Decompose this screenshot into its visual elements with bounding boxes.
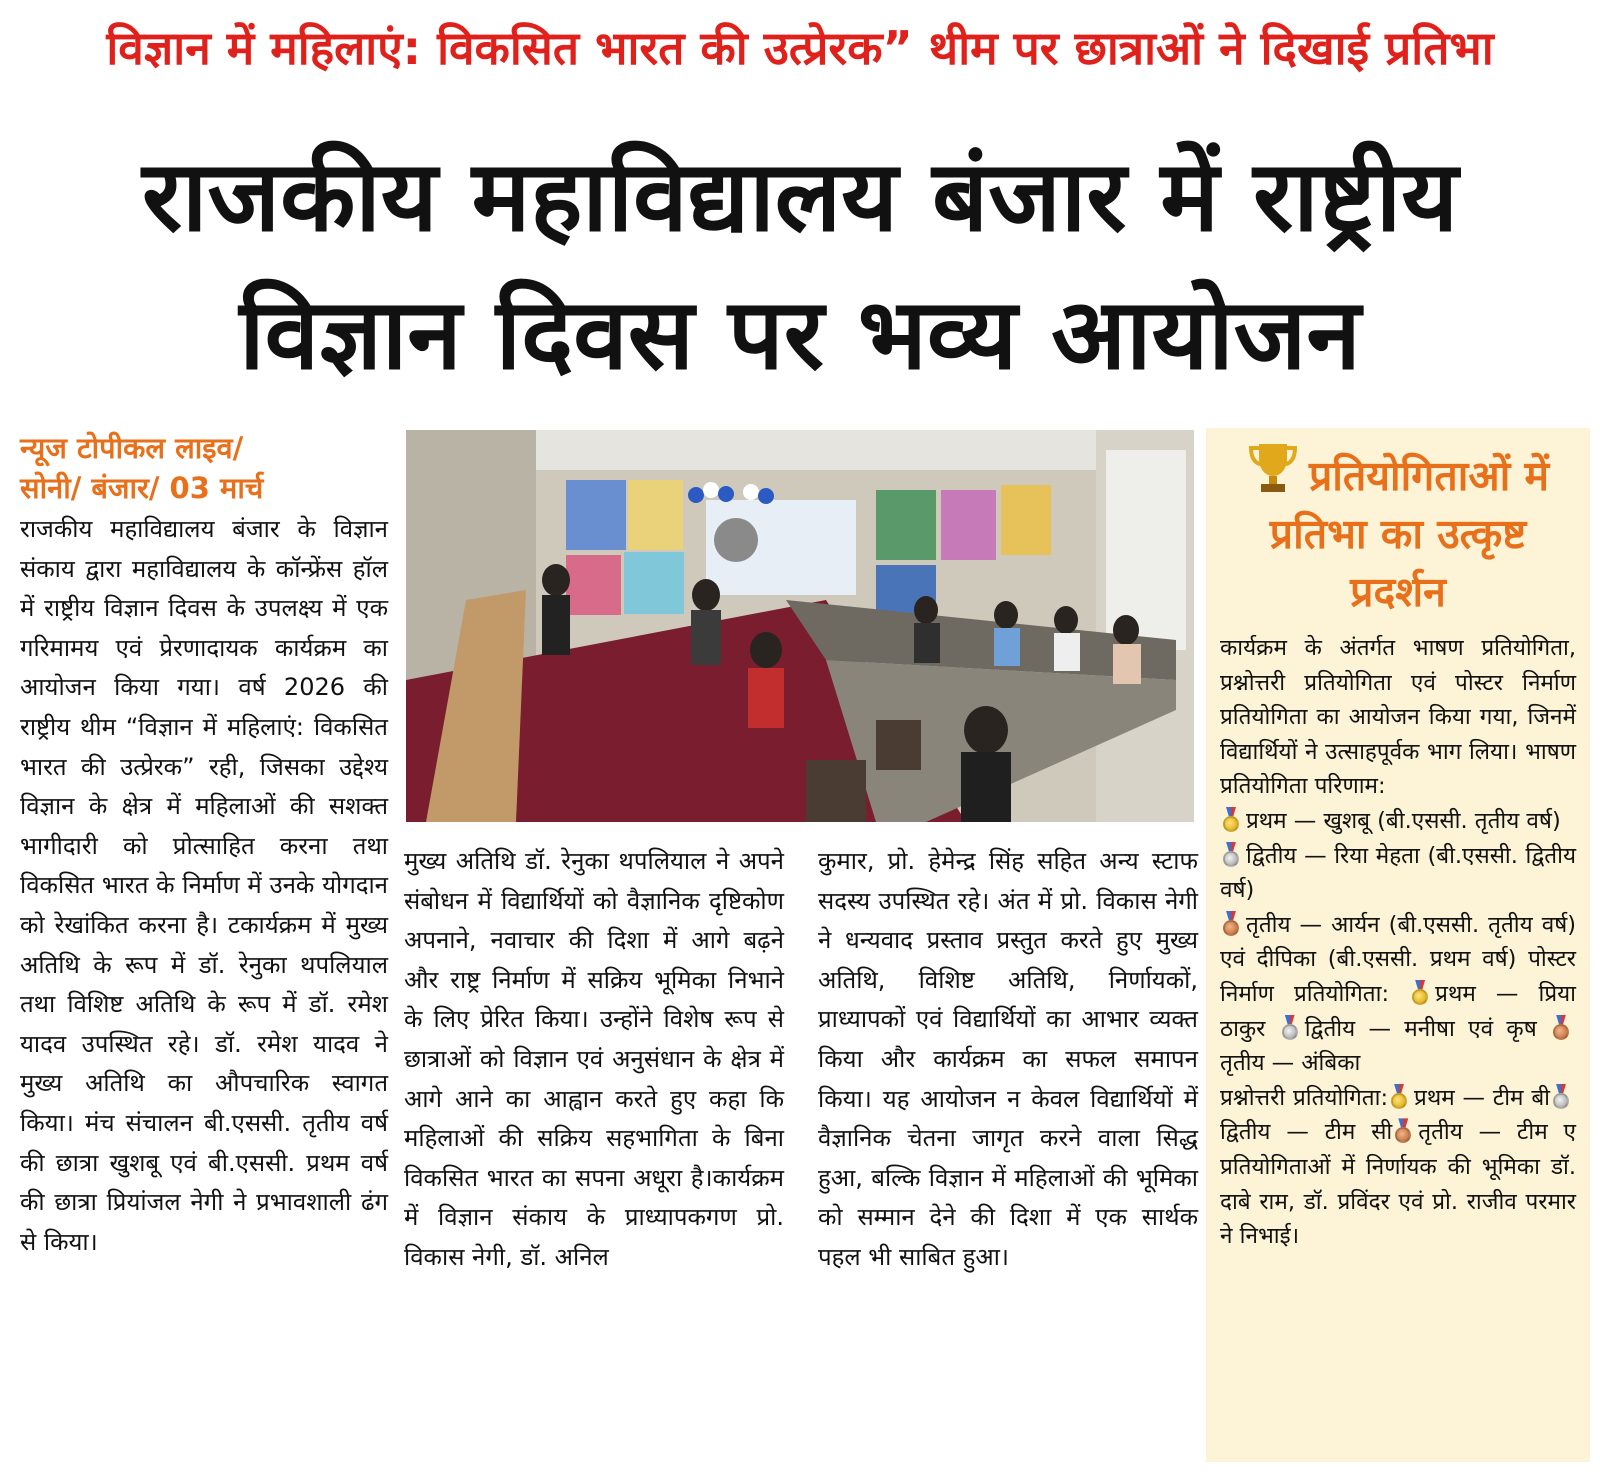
quiz-label: प्रश्नोत्तरी प्रतियोगिता: <box>1220 1084 1389 1111</box>
event-photo <box>406 430 1194 822</box>
main-headline <box>0 128 1600 404</box>
article-column-2 <box>404 842 784 1278</box>
sidebar-intro: कार्यक्रम के अंतर्गत भाषण प्रतियोगिता, प्रश्नोत्तरी प्रतियोगिता एवं पोस्टर निर्माण प्रतियोगिता का आयोजन किया गया, जिनमें विद्यार्थियों ने उत्साहपूर्वक भाग लिया। भाषण प्रतियोगिता परिणाम: <box>1220 635 1576 800</box>
silver-medal-icon <box>1552 1084 1570 1110</box>
bronze-medal-icon <box>1552 1015 1570 1041</box>
trophy-icon <box>1247 440 1299 496</box>
competitions-sidebar <box>1206 428 1590 1462</box>
sidebar-title <box>1220 440 1576 621</box>
speech-third: तृतीय — आर्यन (बी.एससी. तृतीय वर्ष) एवं दीपिका (बी.एससी. प्रथम वर्ष) पोस्टर निर्माण प्रतियोगिता: <box>1220 911 1576 1007</box>
conference-hall-illustration <box>406 430 1194 822</box>
silver-medal-icon <box>1222 842 1240 868</box>
sidebar-results-text <box>1220 631 1576 1254</box>
poster-third: तृतीय — अंबिका <box>1220 1050 1361 1077</box>
byline-line-2: सोनी/ बंजार/ 03 मार्च <box>20 471 264 505</box>
sidebar-title-text: प्रतियोगिताओं में प्रतिभा का उत्कृष्ट प्रदर्शन <box>1269 452 1550 616</box>
quiz-third: तृतीय — टीम ए प्रतियोगिताओं में निर्णायक की भूमिका डॉ. दाबे राम, डॉ. प्रविंदर एवं प्रो. राजीव परमार ने निभाई। <box>1220 1119 1576 1250</box>
poster-second: द्वितीय — मनीषा एवं कृष <box>1304 1015 1537 1042</box>
column-1-text: राजकीय महाविद्यालय बंजार के विज्ञान संकाय द्वारा महाविद्यालय के कॉन्फ्रेंस हॉल में राष्ट्रीय विज्ञान दिवस के उपलक्ष्य में एक गरिमामय एवं प्रेरणादायक कार्यक्रम का आयोजन किया गया। वर्ष 2026 की राष्ट्रीय थीम “विज्ञान में महिलाएं: विकसित भारत की उत्प्रेरक” रही, जिसका उद्देश्य विज्ञान के क्षेत्र में महिलाओं की सशक्त भागीदारी को प्रोत्साहित करना तथा विकसित भारत के निर्माण में उनके योगदान को रेखांकित करना है। टकार्यक्रम में मुख्य अतिथि के रूप में डॉ. रेनुका थपलियाल तथा विशिष्ट अतिथि के रूप में डॉ. रमेश यादव उपस्थित रहे। डॉ. रमेश यादव ने मुख्य अतिथि का औपचारिक स्वागत किया। मंच संचालन बी.एससी. तृतीय वर्ष की छात्रा खुशबू एवं बी.एससी. प्रथम वर्ष की छात्रा प्रियांजल नेगी ने प्रभावशाली ढंग से किया। <box>20 515 388 1256</box>
quiz-first: प्रथम — टीम बी <box>1414 1084 1551 1111</box>
column-2-text: मुख्य अतिथि डॉ. रेनुका थपलियाल ने अपने संबोधन में विद्यार्थियों को वैज्ञानिक दृष्टिकोण अपनाने, नवाचार की दिशा में आगे बढ़ने और राष्ट्र निर्माण में सक्रिय भूमिका निभाने के लिए प्रेरित किया। उन्होंने विशेष रूप से छात्राओं को विज्ञान एवं अनुसंधान के क्षेत्र में आगे आने का आह्वान करते हुए कहा कि महिलाओं की सक्रिय सहभागिता के बिना विकसित भारत का सपना अधूरा है।कार्यक्रम में विज्ञान संकाय के प्राध्यापकगण प्रो. विकास नेगी, डॉ. अनिल <box>404 847 784 1271</box>
speech-second: द्वितीय — रिया मेहता (बी.एससी. द्वितीय वर्ष) <box>1220 842 1576 904</box>
silver-medal-icon <box>1281 1015 1299 1041</box>
speech-first: प्रथम — खुशबू (बी.एससी. तृतीय वर्ष) <box>1246 807 1561 834</box>
gold-medal-icon <box>1390 1084 1408 1110</box>
article-column-3 <box>818 842 1198 1278</box>
gold-medal-icon <box>1411 980 1429 1006</box>
headline-line-1: राजकीय महाविद्यालय बंजार में राष्ट्रीय <box>141 140 1459 254</box>
article-column-1 <box>20 428 388 1262</box>
bronze-medal-icon <box>1394 1118 1412 1144</box>
byline-line-1: न्यूज टोपीकल लाइव/ <box>20 431 244 465</box>
poster-first: प्रथम — प्रिया ठाकुर <box>1220 980 1576 1042</box>
quiz-second: द्वितीय — टीम सी <box>1220 1119 1393 1146</box>
headline-line-2: विज्ञान दिवस पर भव्य आयोजन <box>239 278 1361 392</box>
column-3-text: कुमार, प्रो. हेमेन्द्र सिंह सहित अन्य स्टाफ सदस्य उपस्थित रहे। अंत में प्रो. विकास नेगी ने धन्यवाद प्रस्ताव प्रस्तुत करते हुए मुख्य अतिथि, विशिष्ट अतिथि, निर्णायकों, प्राध्यापकों एवं विद्यार्थियों का आभार व्यक्त किया और कार्यक्रम का सफल समापन किया। यह आयोजन न केवल विद्यार्थियों में वैज्ञानिक चेतना जागृत करने वाला सिद्ध हुआ, बल्कि विज्ञान में महिलाओं की भूमिका को सम्मान देने की दिशा में एक सार्थक पहल भी साबित हुआ। <box>818 847 1198 1271</box>
gold-medal-icon <box>1222 807 1240 833</box>
kicker-headline: विज्ञान में महिलाएं: विकसित भारत की उत्प्रेरक” थीम पर छात्राओं ने दिखाई प्रतिभा <box>106 21 1494 75</box>
byline <box>20 428 388 508</box>
bronze-medal-icon <box>1222 911 1240 937</box>
